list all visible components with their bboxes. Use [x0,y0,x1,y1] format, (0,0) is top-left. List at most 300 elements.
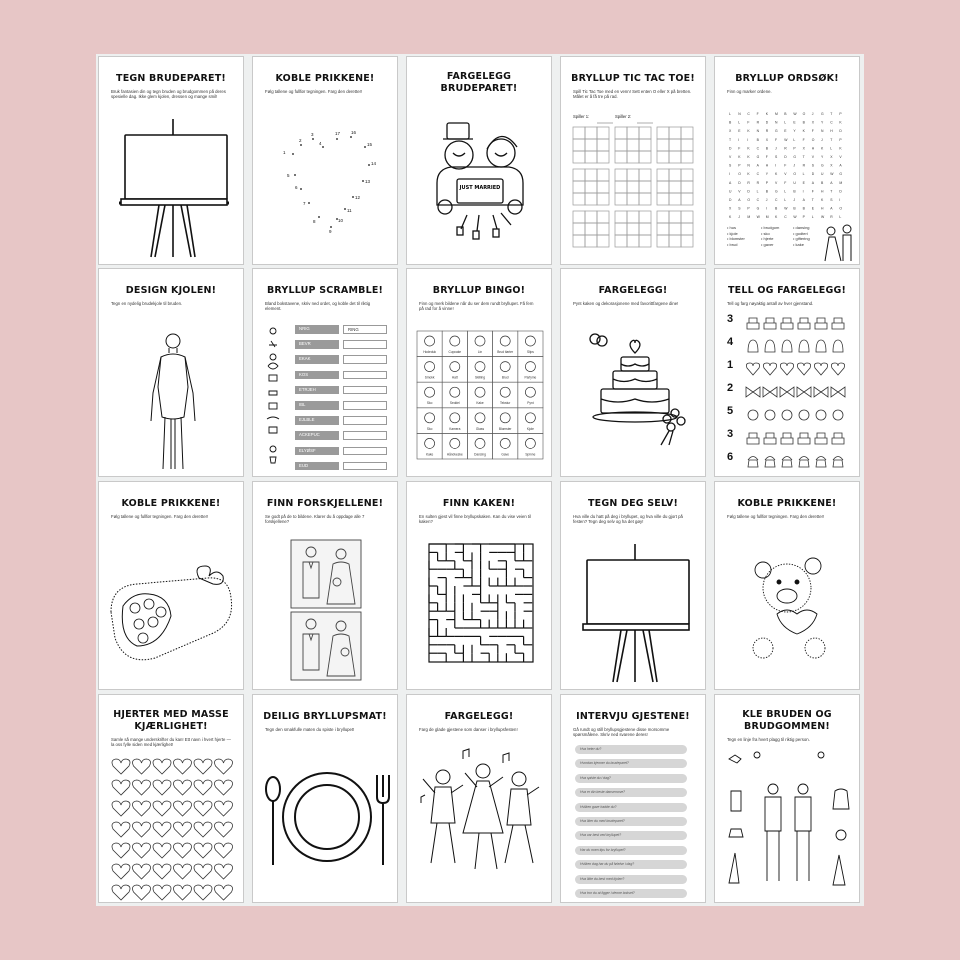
svg-text:1: 1 [283,150,286,155]
word-search-letter: B [729,120,732,125]
cake-icon [764,433,776,444]
signature-heart [112,780,130,795]
signature-heart [133,759,151,774]
scramble-answer-blank [343,340,387,349]
page-draw-yourself [560,481,706,690]
ttt-cell [657,181,669,193]
page-instructions: Bruk fantasien din og tegn bruden og brudgommen på deres spesielle dag. Ikke glem kjolen, dressen og mange smil! [111,89,226,100]
ttt-cell [585,181,597,193]
scramble-word: ACKEPUC [295,431,339,440]
word-search-letter: F [784,180,787,185]
word-search-letter: D [729,146,732,151]
word-search-letter: L [756,189,759,194]
word-search-letter: K [747,172,750,177]
ttt-cell [639,127,651,139]
ttt-cell [669,211,681,223]
cake-icon [815,318,827,329]
page-title: BRYLLUP ORDSØK! [735,73,839,84]
bingo-item-icon [500,387,510,397]
heart-icon [746,363,759,375]
word-search-letter: G [756,206,760,211]
scramble-answer-blank [343,416,387,425]
interview-question: Har du noen tips for bryllupet? [575,846,687,855]
page-draw-couple [98,56,244,265]
word-search-letter: P [747,206,750,211]
word-search-letter: B [765,189,769,194]
ttt-cell [627,127,639,139]
page-instructions: Se godt på de to bildene. Klarer du å oppdage alle 7 forskjellene? [265,514,365,525]
page-instructions: Finn og merk bildene når du ser dem rundt bryllupet. Få fem på rad for å vinne! [419,301,534,312]
signature-heart [174,843,192,858]
word-search-letter: X [811,120,815,125]
ttt-cell [639,139,651,151]
count-number: 1 [727,359,734,371]
cake-icon [764,318,776,329]
word-search-letter: G [821,112,824,116]
ttt-cell [657,127,669,139]
mannequin-figure [99,269,244,477]
ttt-cell [639,193,651,205]
word-search-letter: Y [821,155,824,159]
page-title: FINN FORSKJELLENE! [266,498,384,509]
word-search-letter: O [747,198,751,202]
ttt-cell [681,223,693,235]
ttt-cell [615,181,627,193]
word-search-letter: A [729,180,732,185]
bingo-item-icon [475,413,485,423]
word-search-letter: F [747,120,750,125]
bingo-item-icon [500,413,510,423]
page-instructions: Tegn en nydelig brudekjole til bruden. [111,301,183,306]
word-search-letter: P [802,215,805,220]
word-search-letter: G [756,155,760,159]
bingo-item-icon [450,438,460,448]
ttt-cell [639,235,651,247]
signature-heart [215,864,233,879]
signature-heart [174,822,192,837]
ttt-cell [639,169,651,181]
page-instructions: Følg tallene og fullfør tegningen. Farg den deretter! [727,514,825,519]
word-search-letter: H [830,129,833,134]
ttt-cell [669,169,681,181]
word-search-letter: R [756,180,760,185]
word-search-letter: X [765,137,769,142]
ttt-cell [627,235,639,247]
bingo-cell-label: Parfyme [524,375,537,380]
page-title: FINN KAKEN! [442,498,516,509]
word-search-letter: Y [793,129,796,134]
ttt-cell [585,127,597,139]
word-search-letter: V [784,172,787,177]
scramble-answer-blank [343,431,387,440]
ttt-cell [615,169,627,181]
word-search-letter: I [738,137,740,142]
cake-icon [781,318,793,329]
word-search-letter: P [793,146,796,151]
page-title: DEILIG BRYLLUPSMAT! [263,711,387,722]
word-search-letter: R [784,146,787,151]
word-search-letter: A [756,163,759,168]
teddy-bear-dots [715,482,860,690]
word-search-letter: O [793,172,797,177]
word-search-letter: A [839,163,842,168]
word-search-letter: I [802,189,804,194]
cupcake-icon [765,457,775,468]
word-search-letter: F [811,189,814,194]
word-search-letter: K [821,198,824,202]
cake-icon [798,433,810,444]
word-search-letter: M [839,180,843,185]
cupcake-icon [782,457,792,468]
word-search-letter: L [802,172,805,177]
word-search-letter: T [830,189,833,194]
scramble-word: KOS [295,371,339,380]
signature-heart [174,885,192,900]
scramble-answer-blank [343,462,387,471]
word-search-letter: C [775,198,778,202]
ttt-cell [657,151,669,163]
word-search-letter: F [775,137,778,142]
cake-icon [781,433,793,444]
word-search-letter: T [729,137,732,142]
word-search-letter: C [784,215,787,220]
page-title: TEGN BRUDEPARET! [116,73,226,84]
ttt-cell [681,127,693,139]
word-search-letter: D [784,155,787,159]
word-search-letter: R [747,180,750,185]
scramble-word: EUD [295,462,339,471]
ttt-cell [615,139,627,151]
scramble-answer-blank [343,386,387,395]
ttt-cell [681,151,693,163]
ttt-cell [585,139,597,151]
car-sign-text: JUST MARRIED [459,185,501,191]
interview-question: Hvilken dag har du på følelse i dag? [575,860,687,869]
plate-fork-spoon-illustration [253,695,398,903]
word-search-letter: P [765,180,769,185]
word-search-letter: D [747,189,750,194]
word-search-letter: B [775,206,778,211]
word-search-letter: O [802,112,806,116]
word-search-letter: K [775,172,778,177]
bingo-item-icon [500,336,510,346]
page-instructions: Tegn den smakfulle maten du spiste i bryllupet! [265,727,355,732]
signature-heart [215,780,233,795]
word-search-letter: I [729,172,730,177]
easel-icon [561,482,706,690]
word-search-letter: G [775,129,778,134]
svg-text:6: 6 [295,185,298,190]
word-search-letter: X [729,206,732,211]
ttt-cell [657,235,669,247]
bell-icon [799,340,809,352]
word-search-letter: A [738,198,741,202]
ttt-cell [681,193,693,205]
bingo-item-icon [425,336,435,346]
signature-heart [112,759,130,774]
page-instructions: Spill Tic Tac Toe med en venn! Sett enten O eller X på bretten. Målet er å få tre på rad. [573,89,692,100]
word-search-letter: E [738,129,741,134]
interview-question: Hva likte du best med kjolen? [575,875,687,884]
word-search-letter: O [839,206,843,211]
page-title: FARGELEGG! [444,711,514,722]
ttt-cell [573,151,585,163]
signature-heart [215,822,233,837]
page-instructions: Følg tallene og fullfør tegningen. Farg den deretter! [265,89,363,94]
word-search-letter: X [830,163,833,168]
bingo-cell-label: Sko [426,401,433,406]
word-search-letter: K [729,215,732,220]
ttt-cell [573,223,585,235]
ttt-cell [657,193,669,205]
ttt-cell [627,193,639,205]
word-search-letter: H [765,163,769,168]
page-wedding-food [252,694,398,903]
page-instructions: Tegn en linje fra hvert plagg til riktig person. [727,737,810,742]
page-bingo [406,268,552,477]
word-search-letter: D [738,180,741,185]
ttt-cell [597,193,609,205]
word-search-letter: V [811,155,815,159]
heart-icon [831,363,844,375]
word-search-letter: I [775,163,776,168]
scramble-word: EKAK [295,355,339,364]
ttt-cell [573,139,585,151]
bell-icon [748,340,758,352]
ttt-cell [639,223,651,235]
interview-question: Hva liker du med brudeparet? [575,817,687,826]
bingo-cell-label: Lin [477,350,483,354]
word-search-letter: M [775,112,778,116]
scramble-answer: RING [343,325,387,334]
bingo-cell-label: Blomster [498,426,512,431]
word-search-letter: C [830,120,833,125]
signature-heart [194,864,212,879]
ttt-cell [627,169,639,181]
bingo-item-icon [425,362,435,372]
bingo-item-icon [500,438,510,448]
ttt-cell [681,181,693,193]
word-search-letter: L [729,112,731,116]
bingo-cell-label: Dansing [474,452,486,457]
bow-icon [780,387,794,397]
bell-icon [782,340,792,352]
svg-text:11: 11 [347,208,352,213]
ttt-cell [657,211,669,223]
bingo-cell-label: Hodeduk [423,350,436,354]
count-number: 2 [727,382,734,394]
ttt-cell [669,235,681,247]
word-search-letter: K [802,129,805,134]
page-instructions: Tell og farg nøyaktig antall av hver gjenstand. [727,301,814,306]
word-search-letter: U [821,172,824,177]
signature-heart [133,822,151,837]
page-maze [406,481,552,690]
cake-icon [832,433,844,444]
word-search-letter: L [738,120,741,125]
bingo-cell-label: Spinne [525,452,536,457]
cupcake-icon [799,457,809,468]
svg-text:5: 5 [287,173,290,178]
ttt-cell [657,169,669,181]
ttt-cell [615,151,627,163]
page-color-cake [560,268,706,477]
bingo-item-icon [450,413,460,423]
word-search-letter: D [811,172,815,177]
word-search-letter: C [747,112,750,116]
word-search-letter: B [793,206,796,211]
word-search-letter: M [765,215,769,220]
ttt-cell [627,139,639,151]
bow-icon [746,387,760,397]
bingo-cell-label: Kjole [526,426,534,431]
bingo-cell-label: Cupcake [448,350,462,354]
scramble-word: EJLBLE [295,416,339,425]
svg-text:16: 16 [351,130,357,135]
word-search-letter: D [839,189,842,194]
word-search-letter: U [793,180,796,185]
interview-question: Hva spiste du i dag? [575,774,687,783]
word-search-letter: I [765,206,767,211]
page-instructions: Pynt kaken og dekorasjonene med favorittfargene dine! [573,301,679,306]
ttt-cell [669,193,681,205]
ttt-cell [669,181,681,193]
word-search-letter: E [784,129,787,134]
word-search-letter: F [765,155,768,159]
word-search-letter: F [811,129,814,134]
ttt-cell [585,169,597,181]
word-search-letter: I [839,198,841,202]
svg-text:13: 13 [365,179,371,184]
word-search-letter: B [802,120,805,125]
word-search-letter: W [793,215,797,220]
word-search-letter: T [802,155,805,159]
signature-heart [174,864,192,879]
word-search-letter: B [756,137,759,142]
word-search-letter: F [756,112,759,116]
word-search-letter: A [830,180,833,185]
bingo-item-icon [525,438,535,448]
bingo-cell-label: Kake [425,452,434,457]
bingo-item-icon [425,413,435,423]
word-search-letter: U [729,189,732,194]
page-interview-guests [560,694,706,903]
ttt-cell [669,139,681,151]
signature-heart [133,801,151,816]
word-search-letter: V [738,189,741,194]
scramble-answer-blank [343,447,387,456]
word-search-letter: J [738,215,740,220]
word-search-letter: A [830,206,833,211]
word-search-letter: B [784,112,787,116]
word-search-letter: J [793,198,796,202]
word-search-letter: R [802,163,806,168]
scramble-answer-blank [343,371,387,380]
count-number: 3 [727,313,734,325]
signature-heart [194,801,212,816]
signature-heart [112,801,130,816]
word-search-letter: W [784,137,788,142]
signature-heart [215,759,233,774]
signature-heart [133,843,151,858]
word-search-letter: J [765,198,768,202]
cake-icon [815,433,827,444]
ttt-cell [597,181,609,193]
ttt-cell [669,223,681,235]
word-search-letter: G [839,172,843,177]
bingo-item-icon [475,438,485,448]
word-search-letter: A [802,198,805,202]
word-search-letter: T [830,112,833,116]
word-search-letter: R [830,215,833,220]
page-instructions: Gå rundt og still bryllupsgjestene disse morsomme spørsmålene. Skriv ned svarene deres! [573,727,670,738]
word-search-letter: A [811,180,815,185]
word-search-letter: N [756,129,760,134]
bingo-item-icon [475,387,485,397]
interview-question: Hva heter du? [575,745,687,754]
ttt-cell [681,139,693,151]
word-search-letter: F [802,137,805,142]
bingo-item-icon [450,336,460,346]
word-search-letter: L [830,146,833,151]
bingo-cell-label: Brud [501,375,509,380]
word-search-letter: Y [765,172,769,177]
signature-heart [112,822,130,837]
signature-heart [133,864,151,879]
bingo-item-icon [475,336,485,346]
count-items [715,269,860,477]
word-search-letter: K [765,112,769,116]
word-search-letter: B [765,146,769,151]
page-connect-dots-heart [252,56,398,265]
page-dress-couple [714,694,860,903]
svg-text:17: 17 [335,131,341,136]
interview-question: Hva er din beste dansemove? [575,788,687,797]
signature-heart [153,822,171,837]
word-search-letter: G [793,155,797,159]
signature-heart [153,864,171,879]
bingo-cell-label: Pynt [527,401,534,406]
heart-icon [797,363,810,375]
word-search-letter: J [811,112,814,116]
dot-to-dot-heart [253,57,398,265]
word-search-letter: W [756,215,760,220]
scramble-word: ETRJEH [295,386,339,395]
word-search-letter: G [821,163,824,168]
signature-heart [153,801,171,816]
ttt-cell [639,151,651,163]
bingo-cell-label: Håndveske [446,452,463,457]
signature-heart [153,843,171,858]
flower-icon [765,410,775,420]
bingo-cell-label: Kamera [449,426,461,431]
word-search-letter: L [793,137,796,142]
player2-label: Spiller 2: [615,114,632,119]
word-search-letter: G [775,189,778,194]
bingo-item-icon [500,362,510,372]
svg-text:14: 14 [371,161,377,166]
page-instructions: Farg de glade gjestene som danser i bryllupsfesten! [419,727,518,732]
bingo-cell-label: Sko [426,426,433,431]
ttt-cell [597,139,609,151]
word-search-letter: X [729,129,732,134]
scramble-word: NRIG [295,325,339,334]
word-list: • hus • kjole • blomster • brud [727,225,745,247]
page-title: FARGELEGG BRUDEPARET! [440,71,518,94]
word-search-letter: S [830,198,833,202]
bingo-item-icon [450,362,460,372]
svg-text:15: 15 [367,142,373,147]
